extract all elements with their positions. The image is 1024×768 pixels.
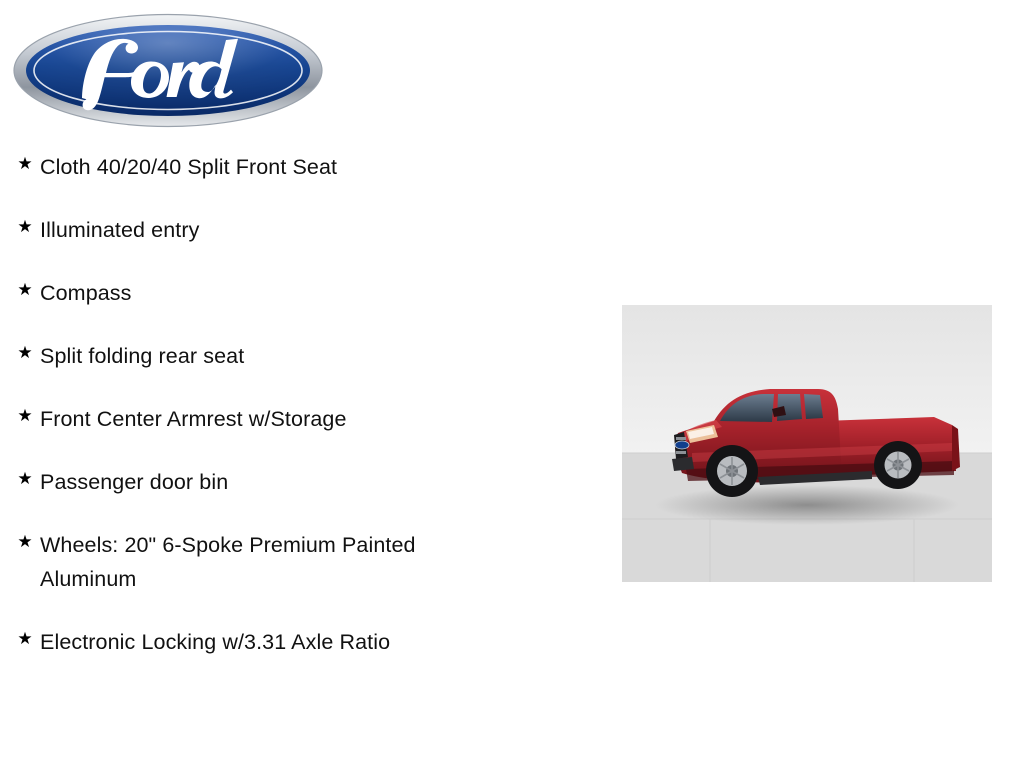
star-bullet-icon: ★ [17, 406, 33, 425]
list-item [10, 213, 590, 247]
feature-label: Cloth 40/20/40 Split Front Seat [40, 155, 338, 179]
star-bullet-icon: ★ [17, 469, 33, 488]
star-bullet-icon: ★ [17, 154, 33, 173]
feature-label: Front Center Armrest w/Storage [40, 407, 347, 431]
list-item [10, 465, 590, 499]
list-item [10, 150, 590, 184]
star-bullet-icon: ★ [17, 532, 33, 551]
list-item [10, 625, 590, 659]
feature-label: Passenger door bin [40, 470, 229, 494]
feature-label: Split folding rear seat [40, 344, 245, 368]
feature-label: Electronic Locking w/3.31 Axle Ratio [40, 630, 391, 654]
vehicle-photo [622, 305, 992, 582]
ford-logo [12, 12, 324, 129]
feature-label: Compass [40, 281, 132, 305]
star-bullet-icon: ★ [17, 629, 33, 648]
ford-oval-logo-icon [12, 12, 324, 129]
list-item [10, 339, 590, 373]
pickup-truck-photo-icon [622, 305, 992, 582]
star-bullet-icon: ★ [17, 280, 33, 299]
list-item [10, 528, 590, 596]
list-item [10, 402, 590, 436]
star-bullet-icon: ★ [17, 343, 33, 362]
feature-label: Illuminated entry [40, 218, 200, 242]
star-bullet-icon: ★ [17, 217, 33, 236]
features-list [10, 150, 590, 688]
list-item [10, 276, 590, 310]
feature-label: Wheels: 20" 6-Spoke Premium Painted Aluminum [40, 533, 416, 591]
